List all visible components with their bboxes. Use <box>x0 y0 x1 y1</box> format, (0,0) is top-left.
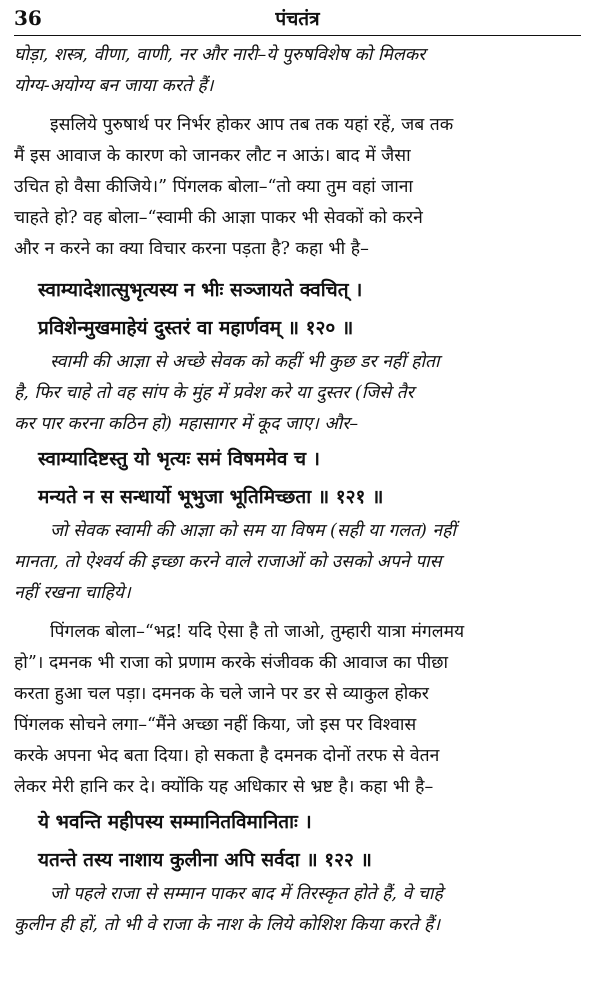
paragraph-commentary-2 <box>14 347 581 440</box>
verse-line: यतन्ते तस्य नाशाय कुलीना अपि सर्वदा ॥ १२२ ॥ <box>38 849 372 871</box>
verse-line: स्वाम्यादिष्टस्तु यो भृत्यः समं विषममेव च । <box>38 448 320 470</box>
text-line: पिंगलक सोचने लगा–“मैंने अच्छा नहीं किया, जो इस पर विश्वास <box>14 715 417 735</box>
paragraph-commentary-1 <box>14 40 581 102</box>
verse-line: स्वाम्यादेशात्सुभृत्यस्य न भीः सञ्जायते क्वचित् । <box>38 279 363 301</box>
text-line: कुलीन ही हों, तो भी वे राजा के नाश के लिये कोशिश किया करते हैं। <box>14 915 440 935</box>
verse-line: ये भवन्ति महीपस्य सम्मानितविमानिताः । <box>38 811 312 833</box>
text-line: करके अपना भेद बता दिया। हो सकता है दमनक दोनों तरफ से वेतन <box>14 746 440 766</box>
text-line: स्वामी की आज्ञा से अच्छे सेवक को कहीं भी कुछ डर नहीं होता <box>50 352 440 372</box>
text-line: पिंगलक बोला–“भद्र! यदि ऐसा है तो जाओ, तुम्हारी यात्रा मंगलमय <box>50 622 465 642</box>
paragraph-commentary-4 <box>14 879 581 941</box>
text-line: जो सेवक स्वामी की आज्ञा को सम या विषम (सही या गलत) नहीं <box>50 521 456 541</box>
verse-line: मन्यते न स सन्धार्यो भूभुजा भूतिमिच्छता ॥ १२१ ॥ <box>38 486 384 508</box>
paragraph-narrative-2 <box>14 617 581 803</box>
text-line: उचित हो वैसा कीजिये।” पिंगलक बोला–“तो क्या तुम वहां जाना <box>14 177 413 197</box>
sanskrit-verse-120 <box>14 271 581 347</box>
text-line: है, फिर चाहे तो वह सांप के मुंह में प्रवेश करे या दुस्तर (जिसे तैर <box>14 383 414 403</box>
page-header <box>14 0 581 40</box>
page-number: 36 <box>14 6 42 30</box>
paragraph-narrative-1 <box>14 110 581 265</box>
text-line: हो”। दमनक भी राजा को प्रणाम करके संजीवक की आवाज का पीछा <box>14 653 449 673</box>
text-line: मैं इस आवाज के कारण को जानकर लौट न आऊं। बाद में जैसा <box>14 146 411 166</box>
text-line: चाहते हो? वह बोला–“स्वामी की आज्ञा पाकर भी सेवकों को करने <box>14 208 423 228</box>
text-line: नहीं रखना चाहिये। <box>14 583 131 603</box>
text-line: कर पार करना कठिन हो) महासागर में कूद जाए। और– <box>14 414 359 434</box>
text-line: इसलिये पुरुषार्थ पर निर्भर होकर आप तब तक यहां रहें, जब तक <box>50 115 454 135</box>
sanskrit-verse-121 <box>14 440 581 516</box>
text-line: घोड़ा, शस्त्र, वीणा, वाणी, नर और नारी–ये पुरुषविशेष को मिलकर <box>14 45 426 65</box>
text-line: लेकर मेरी हानि कर दे। क्योंकि यह अधिकार से भ्रष्ट है। कहा भी है– <box>14 777 434 797</box>
text-line: और न करने का क्या विचार करना पड़ता है? कहा भी है– <box>14 239 369 259</box>
paragraph-commentary-3 <box>14 516 581 609</box>
verse-line: प्रविशेन्मुखमाहेयं दुस्तरं वा महार्णवम् ॥ १२० ॥ <box>38 317 354 339</box>
text-line: योग्य-अयोग्य बन जाया करते हैं। <box>14 76 214 96</box>
running-title: पंचतंत्र <box>275 8 320 30</box>
text-line: मानता, तो ऐश्वर्य की इच्छा करने वाले राजाओं को उसको अपने पास <box>14 552 442 572</box>
text-line: करता हुआ चल पड़ा। दमनक के चले जाने पर डर से व्याकुल होकर <box>14 684 429 704</box>
sanskrit-verse-122 <box>14 803 581 879</box>
text-line: जो पहले राजा से सम्मान पाकर बाद में तिरस्कृत होते हैं, वे चाहे <box>50 884 443 904</box>
header-rule <box>14 35 581 36</box>
